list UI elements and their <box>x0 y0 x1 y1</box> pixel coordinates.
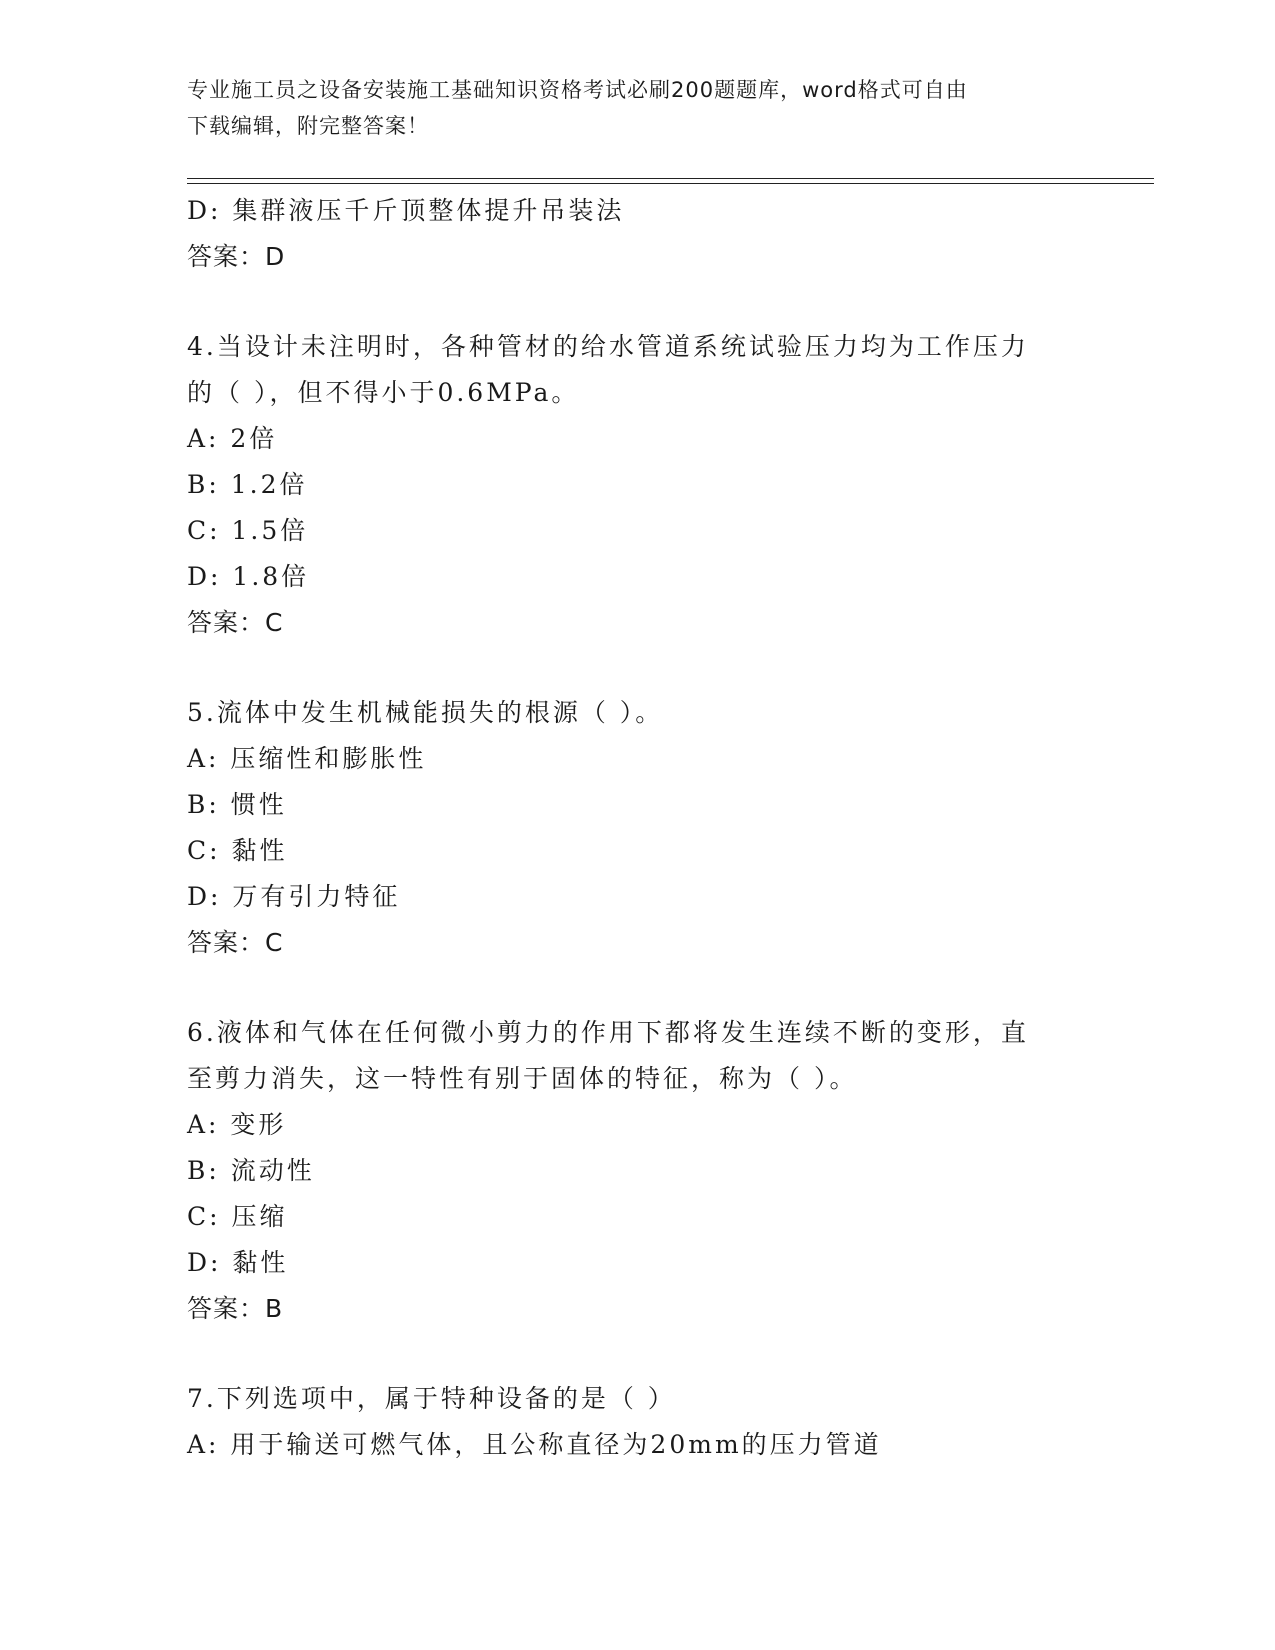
question-7 <box>187 1376 1087 1468</box>
answer: 答案：B <box>187 1294 284 1323</box>
question-content <box>187 188 1087 1468</box>
option-a: A: 变形 <box>187 1110 287 1139</box>
option-a: A: 压缩性和膨胀性 <box>187 744 427 773</box>
option-c: C: 黏性 <box>187 836 288 865</box>
option-d: D: 万有引力特征 <box>187 882 401 911</box>
question-stem-continued: 至剪力消失，这一特性有别于固体的特征，称为（ ）。 <box>187 1064 858 1093</box>
option-b: B: 1.2倍 <box>187 470 308 499</box>
question-stem: 4.当设计未注明时，各种管材的给水管道系统试验压力均为工作压力 <box>187 332 1029 361</box>
question-4 <box>187 324 1087 646</box>
answer: 答案：C <box>187 928 284 957</box>
header-line-2: 下载编辑，附完整答案！ <box>187 114 429 138</box>
question-stem-continued: 的（ ），但不得小于0.6MPa。 <box>187 378 580 407</box>
spacer <box>187 646 1087 690</box>
option-c: C: 1.5倍 <box>187 516 309 545</box>
option-d: D: 集群液压千斤顶整体提升吊装法 <box>187 196 625 225</box>
question-stem: 5.流体中发生机械能损失的根源（ ）。 <box>187 698 664 727</box>
question-5 <box>187 690 1087 966</box>
header-divider-bottom <box>187 183 1154 184</box>
option-a: A: 2倍 <box>187 424 278 453</box>
header-divider-top <box>187 178 1154 179</box>
question-6 <box>187 1010 1087 1332</box>
option-d: D: 黏性 <box>187 1248 289 1277</box>
option-b: B: 惯性 <box>187 790 287 819</box>
question-3-fragment <box>187 188 1087 280</box>
answer: 答案：D <box>187 242 286 271</box>
option-d: D: 1.8倍 <box>187 562 310 591</box>
question-stem: 6.液体和气体在任何微小剪力的作用下都将发生连续不断的变形，直 <box>187 1018 1029 1047</box>
answer: 答案：C <box>187 608 284 637</box>
question-stem: 7.下列选项中，属于特种设备的是（ ） <box>187 1384 676 1413</box>
option-c: C: 压缩 <box>187 1202 288 1231</box>
option-a: A: 用于输送可燃气体，且公称直径为20mm的压力管道 <box>187 1430 882 1459</box>
spacer <box>187 280 1087 324</box>
spacer <box>187 1332 1087 1376</box>
spacer <box>187 966 1087 1010</box>
document-header <box>187 72 1087 144</box>
option-b: B: 流动性 <box>187 1156 315 1185</box>
header-line-1: 专业施工员之设备安装施工基础知识资格考试必刷200题题库，word格式可自由 <box>187 78 968 102</box>
